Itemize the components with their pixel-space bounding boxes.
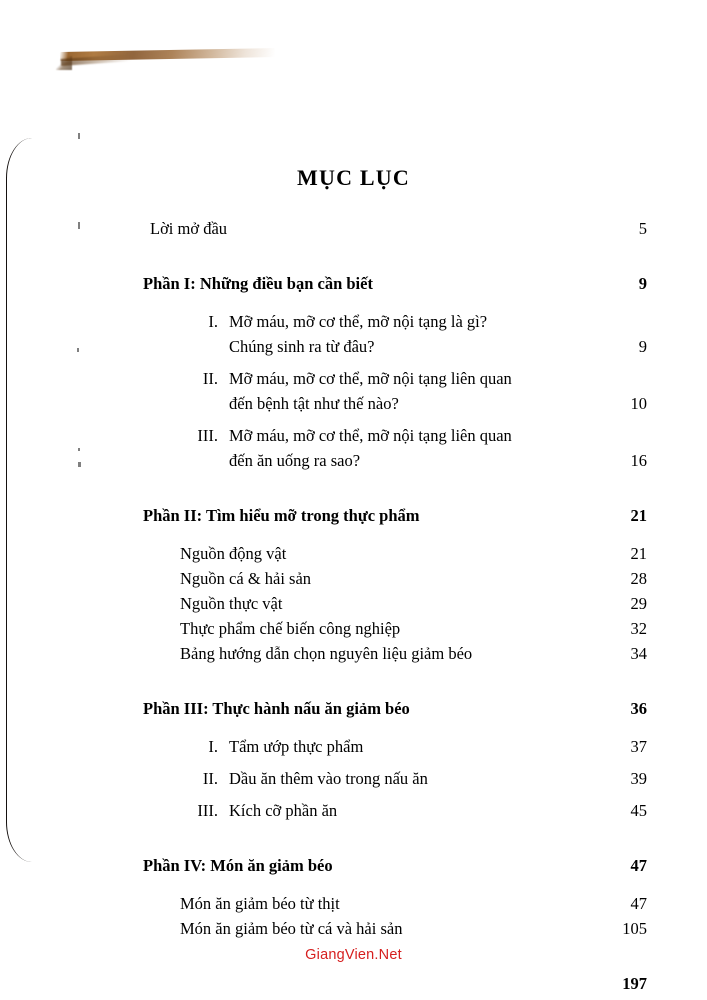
toc-entry-label: Kích cỡ phần ăn [229,801,338,820]
book-spine-line-artifact [6,138,37,862]
toc-entry-label: Tẩm ướp thực phẩm [229,737,364,756]
toc-entry-label: Phần I: Những điều bạn cần biết [143,274,373,293]
scan-speck [77,348,79,352]
toc-entry-body [188,798,337,823]
toc-entry-numeral: III. [197,426,218,445]
toc-entry-label: Bảng hướng dẫn chọn nguyên liệu giảm béo [180,644,473,663]
toc-entry-body [180,591,282,616]
toc-entry-body [143,271,373,296]
toc-entry-label: Mỡ máu, mỡ cơ thể, mỡ nội tạng liên quan đến ăn uống ra sao? [229,423,512,473]
toc-entry-body [180,916,402,941]
toc-entry-page-number: 47 [630,856,647,875]
toc-entry[interactable] [143,503,647,528]
toc-entry[interactable] [188,309,647,359]
toc-entry-label: Nguồn cá & hải sản [180,569,312,588]
toc-entry-numeral: III. [197,801,218,820]
toc-entry-label: Món ăn giảm béo từ cá và hải sản [180,919,403,938]
toc-entry-body [143,696,410,721]
toc-entry-page-number: 5 [638,219,647,238]
toc-entry-body [180,641,472,666]
spacer [143,878,647,891]
toc-entry[interactable] [143,271,647,296]
scan-speck [78,133,80,139]
toc-entry-label: Lời mở đầu [150,219,228,238]
toc-entry-label: Nguồn thực vật [180,594,283,613]
toc-entry-body [188,309,487,359]
toc-entry[interactable] [188,766,647,791]
toc-entry[interactable] [188,423,647,473]
toc-entry[interactable] [180,916,647,941]
toc-entry-label: Nguồn động vật [180,544,287,563]
spacer [143,791,647,798]
toc-entry-label: Mỡ máu, mỡ cơ thể, mỡ nội tạng liên quan đến bệnh tật như thế nào? [229,366,512,416]
toc-entry-numeral: I. [208,312,218,331]
toc-entry-body [180,616,400,641]
toc-entry-numeral: I. [208,737,218,756]
toc-entry[interactable] [150,216,647,241]
spacer [143,296,647,309]
toc-entry-page-number: 32 [630,619,647,638]
toc-entry-page-number: 105 [622,919,647,938]
toc-entry[interactable] [180,591,647,616]
spacer [143,759,647,766]
facing-page-corner-artifact [56,56,72,70]
toc-entry-page-number: 9 [638,274,647,293]
toc-entry[interactable] [180,891,647,916]
toc-entry-page-number: 21 [630,506,647,525]
spacer [143,241,647,271]
toc-entry-numeral: II. [202,769,218,788]
toc-entry[interactable] [180,566,647,591]
toc-entry-body [180,541,286,566]
toc-entry-page-number: 9 [638,337,647,356]
toc-entry-body [180,566,311,591]
toc-entry-label: Thực phẩm chế biến công nghiệp [180,619,401,638]
spacer [143,359,647,366]
toc-entry-page-number: 47 [630,894,647,913]
toc-entry[interactable] [143,696,647,721]
toc-entry-body [143,853,333,878]
scan-speck [78,462,81,467]
toc-entry-label-line2: Chúng sinh ra từ đâu? [229,337,375,356]
scan-speck [78,222,80,229]
toc-entry[interactable] [180,541,647,566]
toc-entry-label: Món ăn giảm béo từ thịt [180,894,340,913]
toc-entry-body [188,423,512,473]
toc-entry[interactable] [188,734,647,759]
toc-entry-body [150,216,227,241]
toc-entry-body [180,891,340,916]
toc-entry-page-number: 10 [630,394,647,413]
toc-entry-page-number: 29 [630,594,647,613]
toc-entry-body [188,766,428,791]
toc-entry-label-line2: đến bệnh tật như thế nào? [229,394,399,413]
toc-entry[interactable] [188,798,647,823]
toc-entry-page-number: 45 [630,801,647,820]
spacer [143,823,647,853]
toc-entry-label: Mỡ máu, mỡ cơ thể, mỡ nội tạng là gì? Chúng sinh ra từ đâu? [229,309,487,359]
toc-entry-page-number: 28 [630,569,647,588]
toc-entry[interactable] [180,641,647,666]
spacer [143,666,647,696]
toc-entry[interactable] [188,366,647,416]
toc-entry-page-number: 39 [630,769,647,788]
toc-entry-body [188,734,363,759]
spacer [143,416,647,423]
toc-entry[interactable] [143,853,647,878]
toc-entry-page-number: 34 [630,644,647,663]
toc-entry-page-number: 36 [630,699,647,718]
toc-entry-label: Phần III: Thực hành nấu ăn giảm béo [143,699,410,718]
page-title: MỤC LỤC [297,165,410,190]
table-of-contents [143,216,647,996]
scan-speck [78,448,80,451]
toc-entry-page-number: 21 [630,544,647,563]
spacer [143,528,647,541]
toc-entry[interactable] [180,616,647,641]
watermark: GiangVien.Net [305,947,402,963]
spacer [143,473,647,503]
toc-entry-label: Phần IV: Món ăn giảm béo [143,856,333,875]
toc-entry-body [143,503,420,528]
toc-entry-label: Phần II: Tìm hiểu mỡ trong thực phẩm [143,506,420,525]
toc-trailing-page-number: 197 [622,974,647,993]
toc-entry-label-line2: đến ăn uống ra sao? [229,451,361,470]
toc-entry-page-number: 37 [630,737,647,756]
toc-entry-page-number: 16 [630,451,647,470]
toc-entry-body [188,366,512,416]
spacer [143,721,647,734]
toc-entry-label: Dầu ăn thêm vào trong nấu ăn [229,769,428,788]
toc-trailing-page-number-row [143,971,647,996]
toc-entry-numeral: II. [202,369,218,388]
